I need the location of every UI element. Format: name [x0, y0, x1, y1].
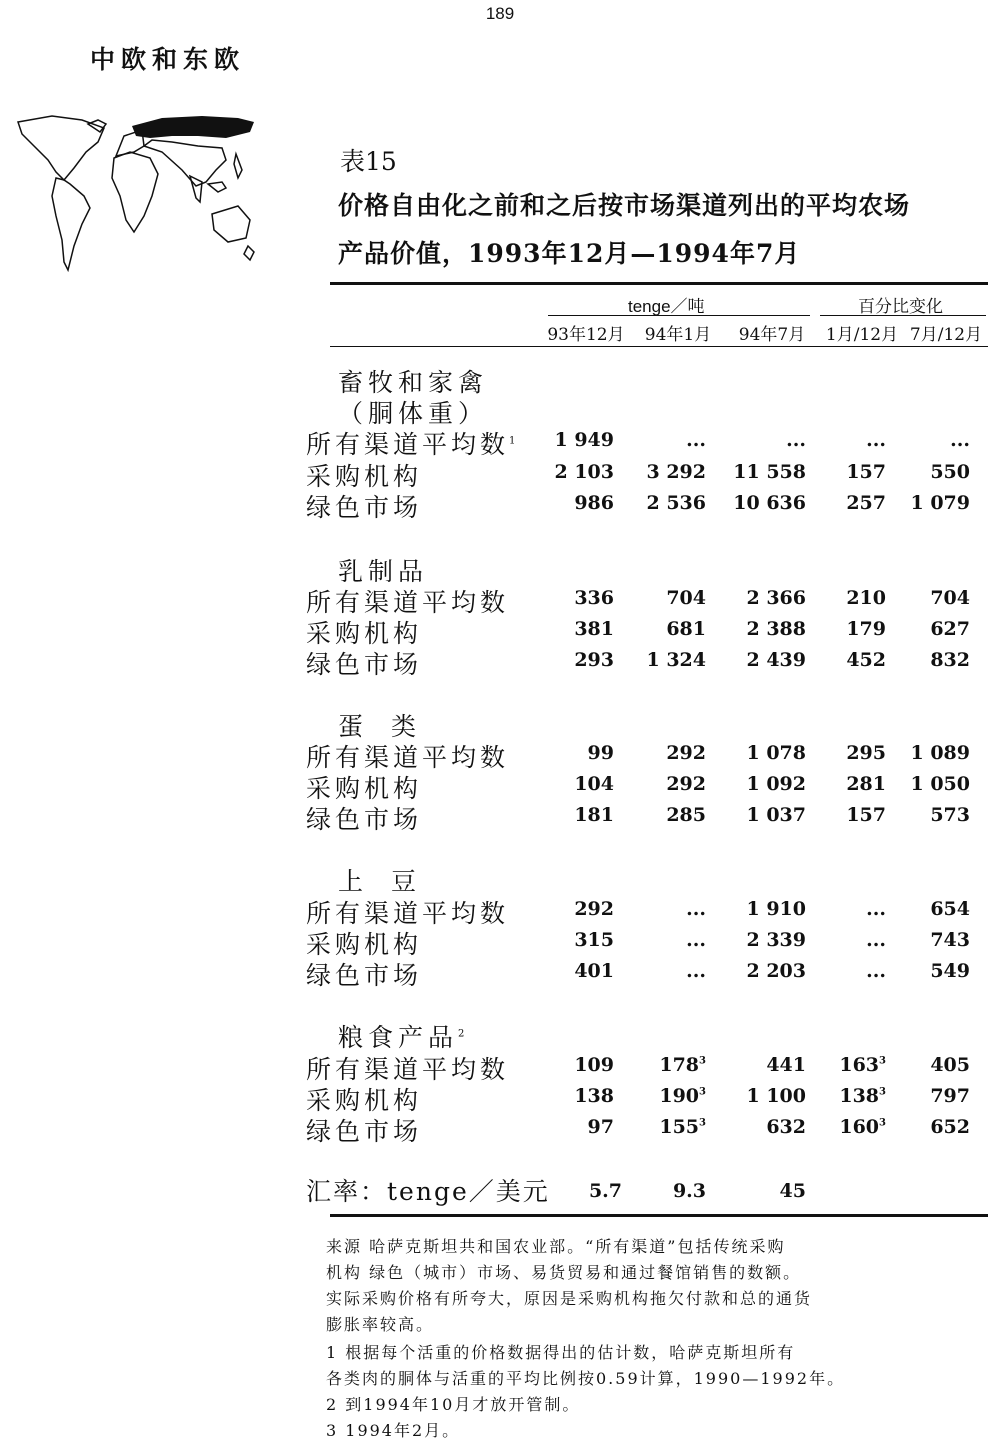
value-cell: ...: [686, 960, 706, 982]
col-header-jan94: 94年1月: [644, 325, 712, 345]
value-cell: 681: [666, 618, 706, 640]
exchange-rate-dec93: 5.7: [588, 1180, 622, 1202]
col-header-jul-dec: 7月/12月: [909, 325, 983, 345]
value-cell: 285: [666, 804, 706, 826]
section-heading: 乳制品: [338, 557, 429, 586]
value-cell: ...: [950, 429, 970, 451]
row-label: 所有渠道平均数: [306, 743, 510, 772]
value-cell: 281: [846, 773, 886, 795]
value-cell: 1 050: [910, 773, 970, 795]
row-label: 所有渠道平均数: [306, 899, 510, 928]
value-cell: 1 949: [554, 429, 614, 451]
value-cell: 257: [846, 492, 886, 514]
col-header-dec93: 93年12月: [547, 325, 625, 345]
value-cell: 2 536: [646, 492, 706, 514]
row-label: 绿色市场: [306, 650, 423, 679]
table-row: [306, 645, 990, 679]
header-group-tenge: tenge／吨: [628, 297, 705, 316]
value-cell: 11 558: [733, 461, 806, 483]
value-cell: 1 037: [746, 804, 806, 826]
exchange-rate-label: 汇率：tenge／美元: [306, 1177, 550, 1206]
table-row: [306, 956, 990, 990]
section-heading: 蛋 类: [338, 712, 426, 741]
value-cell: 295: [846, 742, 886, 764]
value-cell: 704: [666, 587, 706, 609]
source-note-line: 膨胀率较高。: [326, 1315, 435, 1334]
value-cell: 179: [846, 618, 886, 640]
value-cell: 632: [766, 1116, 806, 1138]
value-cell: 210: [846, 587, 886, 609]
table-row: [306, 800, 990, 834]
header-bottom-rule: [330, 346, 988, 347]
region-heading: 中欧和东欧: [90, 45, 246, 74]
value-cell: $178^3$: [659, 1054, 706, 1076]
value-cell: 573: [930, 804, 970, 826]
value-cell: 1 092: [746, 773, 806, 795]
value-cell: $138^3$: [839, 1085, 886, 1107]
row-label: 所有渠道平均数: [306, 1055, 510, 1084]
footnote-3: 3 1994年2月。: [326, 1421, 461, 1440]
value-cell: 2 388: [746, 618, 806, 640]
value-cell: 2 439: [746, 649, 806, 671]
value-cell: 315: [574, 929, 614, 951]
value-cell: 1 100: [746, 1085, 806, 1107]
section-heading-sub: （胴体重）: [338, 399, 489, 428]
value-cell: 381: [574, 618, 614, 640]
exchange-rate-jan94: 9.3: [672, 1180, 706, 1202]
header-group-percent: 百分比变化: [858, 297, 943, 316]
section-heading: 畜牧和家禽: [338, 368, 489, 397]
value-cell: 405: [930, 1054, 970, 1076]
table-row: [306, 425, 990, 459]
table-top-rule: [330, 282, 988, 285]
value-cell: $155^3$: [659, 1116, 706, 1138]
col-header-jul94: 94年7月: [738, 325, 806, 345]
value-cell: 292: [666, 773, 706, 795]
row-label: 绿色市场: [306, 1117, 423, 1146]
row-label: 绿色市场: [306, 493, 423, 522]
value-cell: 549: [930, 960, 970, 982]
value-cell: 293: [574, 649, 614, 671]
value-cell: 452: [846, 649, 886, 671]
value-cell: $190^3$: [659, 1085, 706, 1107]
value-cell: 652: [930, 1116, 970, 1138]
eastern-europe-highlight: [132, 116, 254, 138]
source-note-line: 实际采购价格有所夸大，原因是采购机构拖欠付款和总的通货: [326, 1289, 813, 1308]
section-heading: 粮食产品$^2$: [338, 1023, 470, 1052]
footnote-1-line: 各类肉的胴体与活重的平均比例按0.59计算，1990—1992年。: [326, 1369, 846, 1388]
value-cell: 3 292: [646, 461, 706, 483]
row-label: 所有渠道平均数$^1$: [306, 430, 520, 459]
table-row: [306, 457, 990, 491]
value-cell: ...: [686, 429, 706, 451]
value-cell: 2 366: [746, 587, 806, 609]
value-cell: ...: [786, 429, 806, 451]
table-row: [306, 738, 990, 772]
header-group-rule-1: [548, 315, 810, 316]
value-cell: 1 910: [746, 898, 806, 920]
value-cell: 157: [846, 804, 886, 826]
value-cell: 550: [930, 461, 970, 483]
value-cell: 157: [846, 461, 886, 483]
table-row: [306, 1081, 990, 1115]
value-cell: 1 078: [746, 742, 806, 764]
value-cell: 104: [574, 773, 614, 795]
row-label: 采购机构: [306, 619, 423, 648]
table-row: [306, 769, 990, 803]
value-cell: 1 089: [910, 742, 970, 764]
row-label: 所有渠道平均数: [306, 588, 510, 617]
value-cell: 336: [574, 587, 614, 609]
table-title-line-2: 产品价值，1993年12月—1994年7月: [338, 239, 801, 268]
value-cell: 704: [930, 587, 970, 609]
table-row: [306, 583, 990, 617]
source-note-line: 机构 绿色（城市）市场、易货贸易和通过餐馆销售的数额。: [326, 1263, 802, 1282]
row-label: 绿色市场: [306, 961, 423, 990]
value-cell: ...: [866, 960, 886, 982]
row-label: 采购机构: [306, 774, 423, 803]
footnote-1-line: 1 根据每个活重的价格数据得出的估计数，哈萨克斯坦所有: [326, 1343, 796, 1362]
source-note-line: 来源 哈萨克斯坦共和国农业部。“所有渠道”包括传统采购: [326, 1237, 786, 1256]
table-row: [306, 1050, 990, 1084]
value-cell: 292: [666, 742, 706, 764]
value-cell: 986: [574, 492, 614, 514]
table-title-line-1: 价格自由化之前和之后按市场渠道列出的平均农场: [338, 191, 911, 220]
value-cell: 797: [930, 1085, 970, 1107]
header-group-rule-2: [820, 315, 986, 316]
section-heading: 上 豆: [338, 867, 426, 896]
value-cell: 109: [574, 1054, 614, 1076]
world-map-icon: [12, 112, 258, 272]
value-cell: 832: [930, 649, 970, 671]
value-cell: 2 339: [746, 929, 806, 951]
value-cell: 1 079: [910, 492, 970, 514]
row-label: 采购机构: [306, 930, 423, 959]
table-number: 表15: [340, 147, 397, 176]
table-row: [306, 1112, 990, 1146]
value-cell: ...: [686, 898, 706, 920]
value-cell: 401: [574, 960, 614, 982]
value-cell: ...: [866, 898, 886, 920]
value-cell: $160^3$: [839, 1116, 886, 1138]
value-cell: ...: [866, 429, 886, 451]
col-header-jan-dec: 1月/12月: [825, 325, 899, 345]
table-bottom-rule: [330, 1214, 988, 1217]
table-row: [306, 894, 990, 928]
value-cell: 138: [574, 1085, 614, 1107]
value-cell: ...: [866, 929, 886, 951]
table-row: [306, 925, 990, 959]
value-cell: 627: [930, 618, 970, 640]
value-cell: 99: [587, 742, 614, 764]
value-cell: 654: [930, 898, 970, 920]
table-row: [306, 488, 990, 522]
value-cell: 1 324: [646, 649, 706, 671]
row-label: 采购机构: [306, 462, 423, 491]
value-cell: 2 203: [746, 960, 806, 982]
row-label: 绿色市场: [306, 805, 423, 834]
row-label: 采购机构: [306, 1086, 423, 1115]
value-cell: 441: [766, 1054, 806, 1076]
value-cell: 743: [930, 929, 970, 951]
value-cell: $163^3$: [839, 1054, 886, 1076]
value-cell: 97: [587, 1116, 614, 1138]
value-cell: ...: [686, 929, 706, 951]
value-cell: 292: [574, 898, 614, 920]
footnote-2: 2 到1994年10月才放开管制。: [326, 1395, 581, 1414]
exchange-rate-jul94: 45: [779, 1180, 806, 1202]
value-cell: 10 636: [733, 492, 806, 514]
page-number: 189: [485, 4, 515, 23]
table-row: [306, 614, 990, 648]
value-cell: 181: [574, 804, 614, 826]
value-cell: 2 103: [554, 461, 614, 483]
